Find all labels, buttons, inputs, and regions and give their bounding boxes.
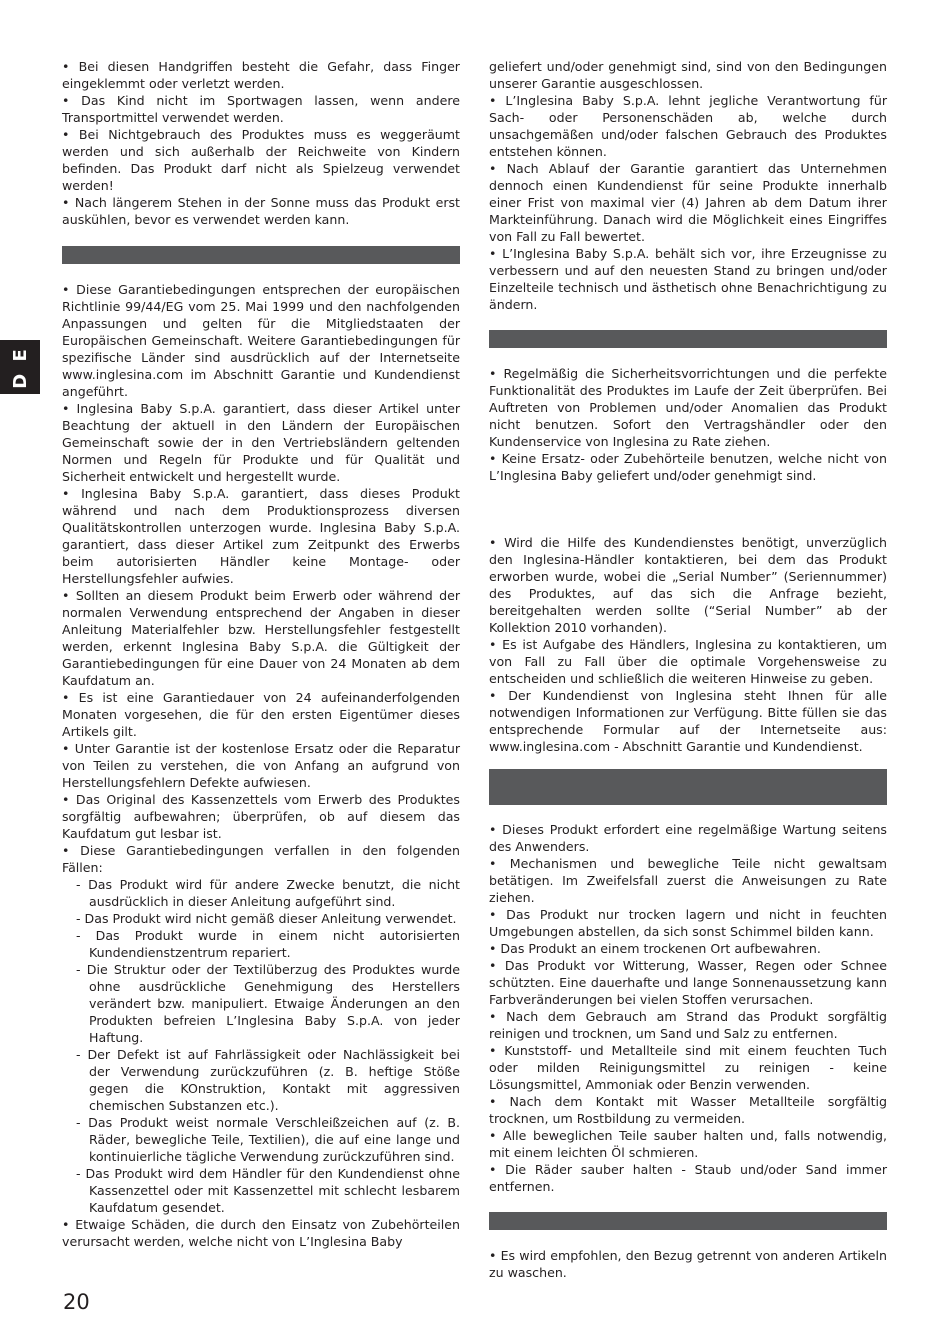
exclusion-item: - Das Produkt wird dem Händler für den Kundendienst ohne Kassenzettel oder mit Kassenzettel mit schlecht lesbarem Kaufdatum gesendet. — [76, 1166, 460, 1215]
list-item: • Das Original des Kassenzettels vom Erwerb des Produktes sorgfältig aufbewahren; überprüfen, ob auf diesem das Kaufdatum gut lesbar ist. — [62, 792, 460, 841]
exclusion-item: - Das Produkt wird nicht gemäß dieser Anleitung verwendet. — [76, 911, 457, 926]
list-item: • Inglesina Baby S.p.A. garantiert, dass dieses Produkt während und nach dem Produktionsprozess diversen Qualitätskontrollen unterzogen wurde. Inglesina Baby S.p.A. garantiert, dass dieser Artikel zum Zeitpunkt des Erwerbs beim autorisierten Händler keine Montage- oder Herstellungsfehler aufwies. — [62, 486, 460, 586]
exclusion-item: - Die Struktur oder der Textilüberzug des Produktes wurde ohne ausdrückliche Genehmigung des Herstellers verändert bzw. manipuliert. Etwaige Änderungen an den Produkten befreien L’Inglesina Baby S.p.A. von jeder Haftung. — [76, 962, 460, 1045]
list-item: • Mechanismen und bewegliche Teile nicht gewaltsam betätigen. Im Zweifelsfall zuerst die Anweisungen zu Rate ziehen. — [489, 856, 887, 905]
list-item: • Bei Nichtgebrauch des Produktes muss es weggeräumt werden und sich außerhalb der Reichweite von Kindern befinden. Das Produkt darf nicht als Spielzeug verwendet werden! — [62, 127, 460, 193]
exclusion-item: - Das Produkt wird für andere Zwecke benutzt, die nicht ausdrücklich in dieser Anleitung aufgeführt sind. — [76, 877, 460, 909]
list-item: • Nach dem Kontakt mit Wasser Metallteile sorgfältig trocknen, um Rostbildung zu vermeiden. — [489, 1094, 887, 1126]
list-item: • Nach dem Gebrauch am Strand das Produkt sorgfältig reinigen und trocknen, um Sand und Salz zu entfernen. — [489, 1009, 887, 1041]
list-item: • Das Produkt an einem trockenen Ort aufbewahren. — [489, 941, 821, 956]
maintenance-list — [489, 821, 887, 1195]
right-column — [489, 58, 887, 1281]
list-item: • Sollten an diesem Produkt beim Erwerb oder während der normalen Verwendung entsprechend der Angaben in dieser Anleitung Materialfehler bzw. Herstellungsfehler festgestellt werden, erkennt Inglesina Baby S.p.A. die Gültigkeit der Garantiebedingungen für eine Dauer von 24 Monaten ab dem Kaufdatum an. — [62, 588, 460, 688]
list-item: • Alle beweglichen Teile sauber halten und, falls notwendig, mit einem leichten Öl schmieren. — [489, 1128, 887, 1160]
continued-list — [489, 58, 887, 313]
safety-list — [489, 365, 887, 484]
list-item: • L’Inglesina Baby S.p.A. lehnt jegliche Verantwortung für Sach- oder Personenschäden ab, welche durch unsachgemäßen und/oder falschen Gebrauch des Produktes entstehen können. — [489, 93, 887, 159]
exclusion-item: - Der Defekt ist auf Fahrlässigkeit oder Nachlässigkeit bei der Verwendung zurückzuführen (z. B. heftige Stöße gegen die KOnstruktion, Kontakt mit aggressiven chemischen Substanzen etc.). — [76, 1047, 460, 1113]
list-item: • Dieses Produkt erfordert eine regelmäßige Wartung seitens des Anwenders. — [489, 822, 887, 854]
list-item: • Das Kind nicht im Sportwagen lassen, wenn andere Transportmittel verwendet werden. — [62, 93, 460, 125]
language-tab — [0, 340, 40, 394]
list-item: • Kunststoff- und Metallteile sind mit einem feuchten Tuch oder milden Reinigungsmittel zu reinigen - keine Lösungsmittel, Ammoniak oder Benzin verwenden. — [489, 1043, 887, 1092]
list-item: • Die Räder sauber halten - Staub und/oder Sand immer entfernen. — [489, 1162, 887, 1194]
list-item: • Es wird empfohlen, den Bezug getrennt von anderen Artikeln zu waschen. — [489, 1248, 887, 1280]
list-item: • Unter Garantie ist der kostenlose Ersatz oder die Reparatur von Teilen zu verstehen, die von Anfang an aufgrund von Herstellungsfehlern Defekte aufwiesen. — [62, 741, 460, 790]
list-item: • Inglesina Baby S.p.A. garantiert, dass dieser Artikel unter Beachtung der aktuell in den Ländern der Europäischen Gemeinschaft sowie der in den Vertriebsländern geltenden Normen und Regeln für Produkte und für Qualität und Sicherheit entwickelt und hergestellt wurde. — [62, 401, 460, 484]
list-item: • Diese Garantiebedingungen verfallen in den folgenden Fällen: — [62, 843, 460, 875]
section-header-bar — [62, 246, 460, 264]
exclusion-item: - Das Produkt wurde in einem nicht autorisierten Kundendienstzentrum repariert. — [76, 928, 460, 960]
list-item: • Regelmäßig die Sicherheitsvorrichtungen und die perfekte Funktionalität des Produktes im Laufe der Zeit überprüfen. Bei Auftreten von Problemen und/oder Anomalien das Produkt nicht benutzen. Sofort den Vertragshändler oder den Kundenservice von Inglesina zu Rate ziehen. — [489, 366, 887, 449]
exclusion-item: - Das Produkt weist normale Verschleißzeichen auf (z. B. Räder, bewegliche Teile, Textilien), die auf eine lange und kontinuierliche tägliche Verwendung zurückzuführen sind. — [76, 1115, 460, 1164]
list-item: • Etwaige Schäden, die durch den Einsatz von Zubehörteilen verursacht werden, welche nicht von L’Inglesina Baby — [62, 1217, 460, 1249]
list-item: • Das Produkt vor Witterung, Wasser, Regen oder Schnee schützten. Eine dauerhafte und lange Sonnenaussetzung kann Farbveränderungen bei vielen Stoffen verursachen. — [489, 958, 887, 1007]
section-header-bar — [489, 330, 887, 348]
list-item: • Der Kundendienst von Inglesina steht Ihnen für alle notwendigen Informationen zur Verfügung. Bitte füllen sie das entsprechende Formular auf der Internetseite aus: www.inglesina.com - Abschnitt Garantie und Kundendienst. — [489, 688, 887, 754]
guarantee-list — [62, 281, 460, 1250]
list-item: • Wird die Hilfe des Kundendienstes benötigt, unverzüglich den Inglesina-Händler kontaktieren, bei dem das Produkt erworben wurde, wobei die „Serial Number” (Seriennummer) des Produktes, auf das sich die Anfrage bezieht, bereitgehalten werden sollte (“Serial Number” ab der Kollektion 2010 vorhanden). — [489, 535, 887, 635]
left-column — [62, 58, 460, 1250]
list-item: • Keine Ersatz- oder Zubehörteile benutzen, welche nicht von L’Inglesina Baby geliefert und/oder genehmigt sind. — [489, 451, 887, 483]
list-item: • Bei diesen Handgriffen besteht die Gefahr, dass Finger eingeklemmt oder verletzt werden. — [62, 59, 460, 91]
intro-list — [62, 58, 460, 228]
list-item: • Das Produkt nur trocken lagern und nicht in feuchten Umgebungen abstellen, da sich sonst Schimmel bilden kann. — [489, 907, 887, 939]
section-header-bar — [489, 769, 887, 805]
service-list — [489, 534, 887, 755]
page-number: 20 — [63, 1290, 90, 1314]
washing-list — [489, 1247, 887, 1281]
list-item: • L’Inglesina Baby S.p.A. behält sich vor, ihre Erzeugnisse zu verbessern und auf den neuesten Stand zu bringen und/oder Einzelteile technisch und ästhetisch ohne Benachrichtigung zu ändern. — [489, 246, 887, 312]
list-item: geliefert und/oder genehmigt sind, sind von den Bedingungen unserer Garantie ausgeschlossen. — [489, 59, 887, 91]
list-item: • Es ist eine Garantiedauer von 24 aufeinanderfolgenden Monaten vorgesehen, die für den ersten Eigentümer dieses Artikels gilt. — [62, 690, 460, 739]
list-item: • Nach längerem Stehen in der Sonne muss das Produkt erst auskühlen, bevor es verwendet werden kann. — [62, 195, 460, 227]
section-header-bar — [489, 1212, 887, 1230]
list-item: • Nach Ablauf der Garantie garantiert das Unternehmen dennoch einen Kundendienst für seine Produkte innerhalb einer Frist von maximal vier (4) Jahren ab dem Datum ihrer Markteinführung. Danach wird die Möglichkeit eines Eingriffes von Fall zu Fall bewertet. — [489, 161, 887, 244]
language-tab-label: D E — [9, 345, 31, 389]
list-item: • Es ist Aufgabe des Händlers, Inglesina zu kontaktieren, um von Fall zu Fall über die optimale Vorgehensweise zu entscheiden und schließlich die weiteren Hinweise zu geben. — [489, 637, 887, 686]
list-item: • Diese Garantiebedingungen entsprechen der europäischen Richtlinie 99/44/EG vom 25. Mai 1999 und den nachfolgenden Anpassungen und gelten für die Mitgliedstaaten der Europäischen Gemeinschaft. Weitere Garantiebedingungen für spezifische Länder sind ausdrücklich auf der Internetseite www.inglesina.com im Abschnitt Garantie und Kundendienst angeführt. — [62, 282, 460, 399]
